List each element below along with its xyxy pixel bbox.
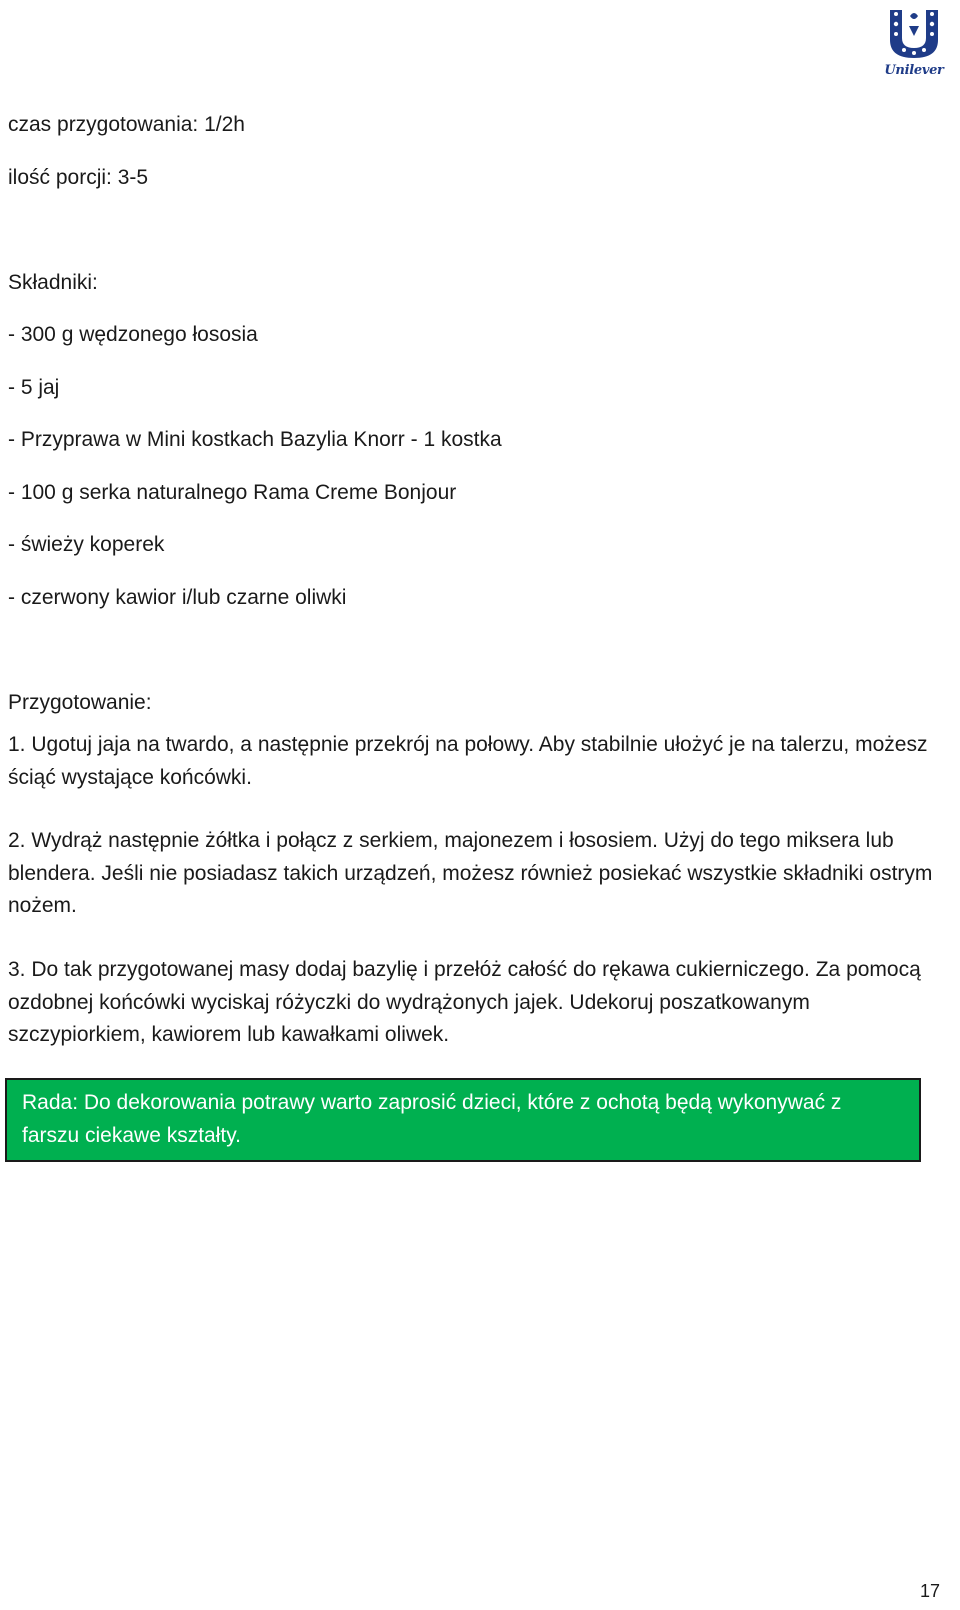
preparation-heading: Przygotowanie: [8,691,152,714]
unilever-u-icon [882,6,946,62]
ingredient-item: - 5 jaj [8,376,60,399]
ingredient-item: - 100 g serka naturalnego Rama Creme Bonjour [8,481,457,504]
prep-time: czas przygotowania: 1/2h [8,113,245,136]
preparation-step: 3. Do tak przygotowanej masy dodaj bazylię i przełóż całość do rękawa cukierniczego. Za pomocą ozdobnej końcówki wyciskaj różyczki do wydrążonych jajek. Udekoruj poszatkowanym szczypiorkiem, kawiorem lub kawałkami oliwek. [8,958,921,1046]
tip-text: Rada: Do dekorowania potrawy warto zaprosić dzieci, które z ochotą będą wykonywać z farszu ciekawe kształty. [22,1091,842,1147]
tip-box [5,1078,921,1162]
page-number: 17 [919,1581,940,1601]
unilever-logo [882,6,946,78]
ingredients-heading: Składniki: [8,271,98,294]
preparation-step: 2. Wydrąż następnie żółtka i połącz z serkiem, majonezem i łososiem. Użyj do tego miksera lub blendera. Jeśli nie posiadasz takich urządzeń, możesz również posiekać wszystkie składniki ostrym nożem. [8,829,933,917]
servings: ilość porcji: 3-5 [8,166,149,189]
logo-wordmark: Unilever [884,63,944,78]
ingredient-item: - Przyprawa w Mini kostkach Bazylia Knorr - 1 kostka [8,428,502,451]
ingredient-item: - 300 g wędzonego łososia [8,323,258,346]
ingredient-item: - świeży koperek [8,533,165,556]
preparation-step: 1. Ugotuj jaja na twardo, a następnie przekrój na połowy. Aby stabilnie ułożyć je na talerzu, możesz ściąć wystające końcówki. [8,733,928,789]
ingredient-item: - czerwony kawior i/lub czarne oliwki [8,586,347,609]
